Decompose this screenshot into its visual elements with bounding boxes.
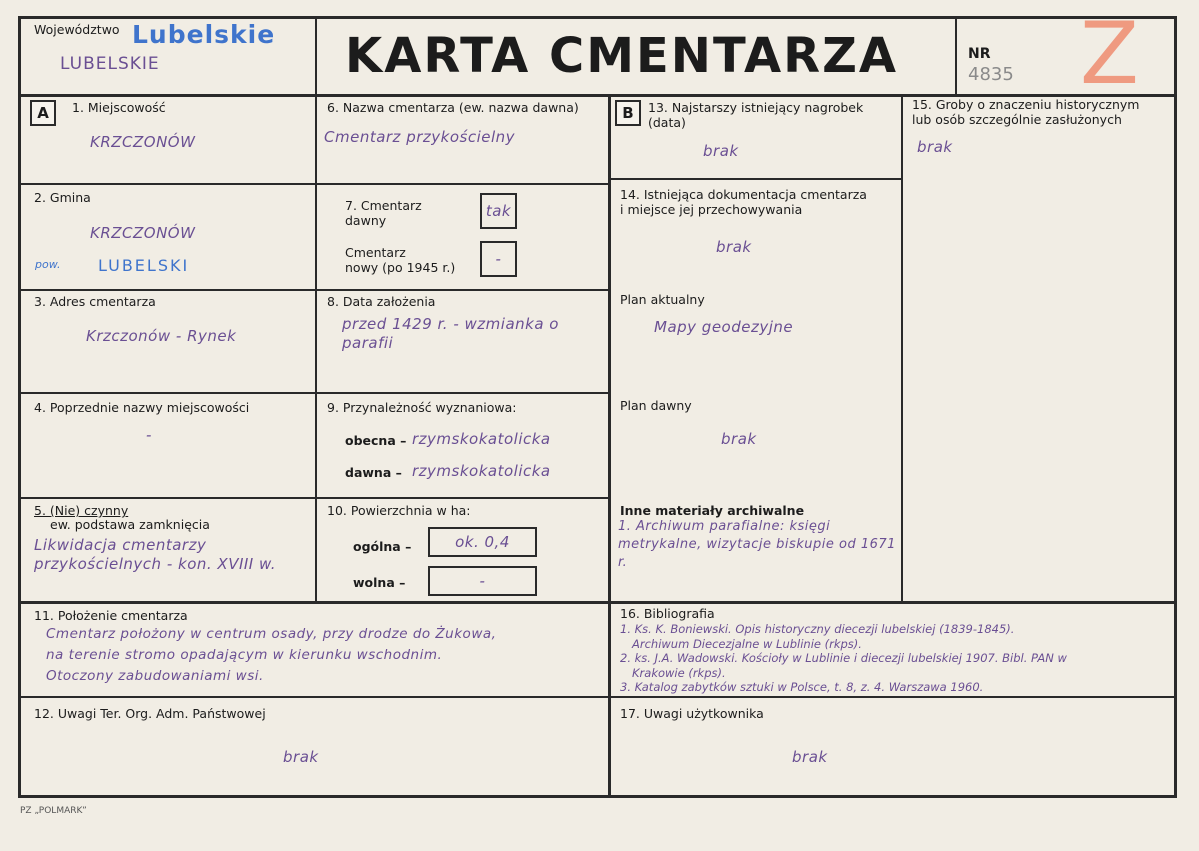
f5-value: Likwidacja cmentarzy przykościelnych - kon. XVIII w.	[34, 536, 277, 573]
f2-value: KRZCZONÓW	[90, 224, 196, 242]
f9-label: 9. Przynależność wyznaniowa:	[327, 400, 517, 415]
category-mark: Z	[1080, 4, 1139, 104]
f10-total-value: ok. 0,4	[455, 533, 510, 551]
f2-label: 2. Gmina	[34, 190, 91, 205]
f8-label: 8. Data założenia	[327, 294, 436, 309]
pow-label: pow.	[35, 258, 61, 271]
f16-text	[620, 622, 1067, 695]
frame-top	[18, 16, 1176, 19]
f9-former-value: rzymskokatolicka	[412, 462, 551, 480]
f6-label: 6. Nazwa cmentarza (ew. nazwa dawna)	[327, 100, 579, 115]
nr-value: 4835	[968, 64, 1014, 85]
f7-new-label: Cmentarz nowy (po 1945 r.)	[345, 245, 456, 275]
section-a-tag: A	[30, 100, 56, 126]
bibliography-line: 2. ks. J.A. Wadowski. Kościoły w Lublinie i diecezji lubelskiej 1907. Bibl. PAN w	[620, 651, 1067, 665]
wojewodztwo-handwritten: LUBELSKIE	[60, 54, 160, 74]
f10-free-value: -	[479, 572, 486, 590]
f7-old-label: 7. Cmentarz dawny	[345, 198, 422, 228]
f8-value: przed 1429 r. - wzmianka o parafii	[342, 315, 559, 352]
plan-old-label: Plan dawny	[620, 398, 692, 413]
nr-divider	[955, 16, 957, 96]
f4-value: -	[146, 426, 152, 444]
bibliography-line: Krakowie (rkps).	[632, 665, 726, 680]
row-line	[18, 497, 609, 499]
plan-current-value: Mapy geodezyjne	[654, 318, 794, 336]
row-line	[18, 183, 609, 185]
f17-value: brak	[792, 748, 828, 766]
f10-free-box	[428, 566, 537, 596]
row-line	[18, 392, 609, 394]
section-b-tag: B	[615, 100, 641, 126]
f3-value: Krzczonów - Rynek	[86, 327, 237, 345]
plan-old-value: brak	[721, 430, 757, 448]
f10-total-label: ogólna –	[353, 539, 412, 554]
wojewodztwo-label: Województwo	[34, 22, 120, 37]
f5-label: 5. (Nie) czynny	[34, 503, 129, 518]
frame-right	[1174, 16, 1177, 798]
f9-current-value: rzymskokatolicka	[412, 430, 551, 448]
f3-label: 3. Adres cmentarza	[34, 294, 156, 309]
f5-sublabel: ew. podstawa zamknięcia	[50, 517, 210, 532]
f14-label: 14. Istniejąca dokumentacja cmentarza i miejsce jej przechowywania	[620, 187, 867, 217]
col-divider-2	[608, 95, 611, 797]
f7-new-box	[480, 241, 517, 277]
f9-current-label: obecna –	[345, 433, 407, 448]
f15-value: brak	[917, 138, 953, 156]
printer-mark: PZ „POLMARK”	[20, 806, 87, 816]
f16-label: 16. Bibliografia	[620, 606, 715, 621]
bibliography-line: Archiwum Diecezjalne w Lublinie (rkps).	[632, 636, 862, 651]
f7-old-value: tak	[485, 202, 512, 220]
f11-line: na terenie stromo opadającym w kierunku wschodnim.	[46, 647, 443, 663]
f11-line: Cmentarz położony w centrum osady, przy drodze do Żukowa,	[46, 626, 497, 642]
row-line	[18, 601, 1176, 604]
f6-value: Cmentarz przykościelny	[324, 128, 516, 146]
f10-total-box	[428, 527, 537, 557]
f17-label: 17. Uwagi użytkownika	[620, 706, 764, 721]
bibliography-line: 1. Ks. K. Boniewski. Opis historyczny diecezji lubelskiej (1839-1845).	[620, 622, 1015, 636]
f15-label: 15. Groby o znaczeniu historycznym lub osób szczególnie zasłużonych	[912, 97, 1140, 127]
plan-current-label: Plan aktualny	[620, 292, 705, 307]
f14-value: brak	[716, 238, 752, 256]
card-title: KARTA CMENTARZA	[345, 28, 899, 84]
f13-label: 13. Najstarszy istniejący nagrobek (data)	[648, 100, 864, 130]
f1-label: 1. Miejscowość	[72, 100, 166, 115]
row-line	[609, 178, 902, 180]
f13-value: brak	[703, 142, 739, 160]
frame-left	[18, 16, 21, 798]
f12-label: 12. Uwagi Ter. Org. Adm. Państwowej	[34, 706, 266, 721]
pow-value: LUBELSKI	[98, 256, 190, 275]
row-line	[18, 289, 609, 291]
f7-old-box	[480, 193, 517, 229]
f9-former-label: dawna –	[345, 465, 402, 480]
col-divider-1	[315, 16, 317, 602]
f4-label: 4. Poprzednie nazwy miejscowości	[34, 400, 250, 415]
f11-label: 11. Położenie cmentarza	[34, 608, 188, 623]
f10-label: 10. Powierzchnia w ha:	[327, 503, 471, 518]
bibliography-line: 3. Katalog zabytków sztuki w Polsce, t. 8, z. 4. Warszawa 1960.	[620, 680, 984, 694]
f1-value: KRZCZONÓW	[90, 133, 196, 151]
f11-text	[46, 624, 496, 687]
other-materials-label: Inne materiały archiwalne	[620, 503, 805, 518]
wojewodztwo-stamp: Lubelskie	[132, 20, 276, 49]
frame-bottom	[18, 795, 1176, 798]
row-line	[18, 696, 1176, 698]
f11-line: Otoczony zabudowaniami wsi.	[46, 668, 264, 684]
f10-free-label: wolna –	[353, 575, 406, 590]
f7-new-value: -	[495, 250, 502, 268]
nr-label: NR	[968, 46, 991, 62]
col-divider-3	[901, 95, 903, 601]
f12-value: brak	[283, 748, 319, 766]
other-materials-value: 1. Archiwum parafialne: księgi metrykalne, wizytacje biskupie od 1671 r.	[618, 519, 896, 570]
